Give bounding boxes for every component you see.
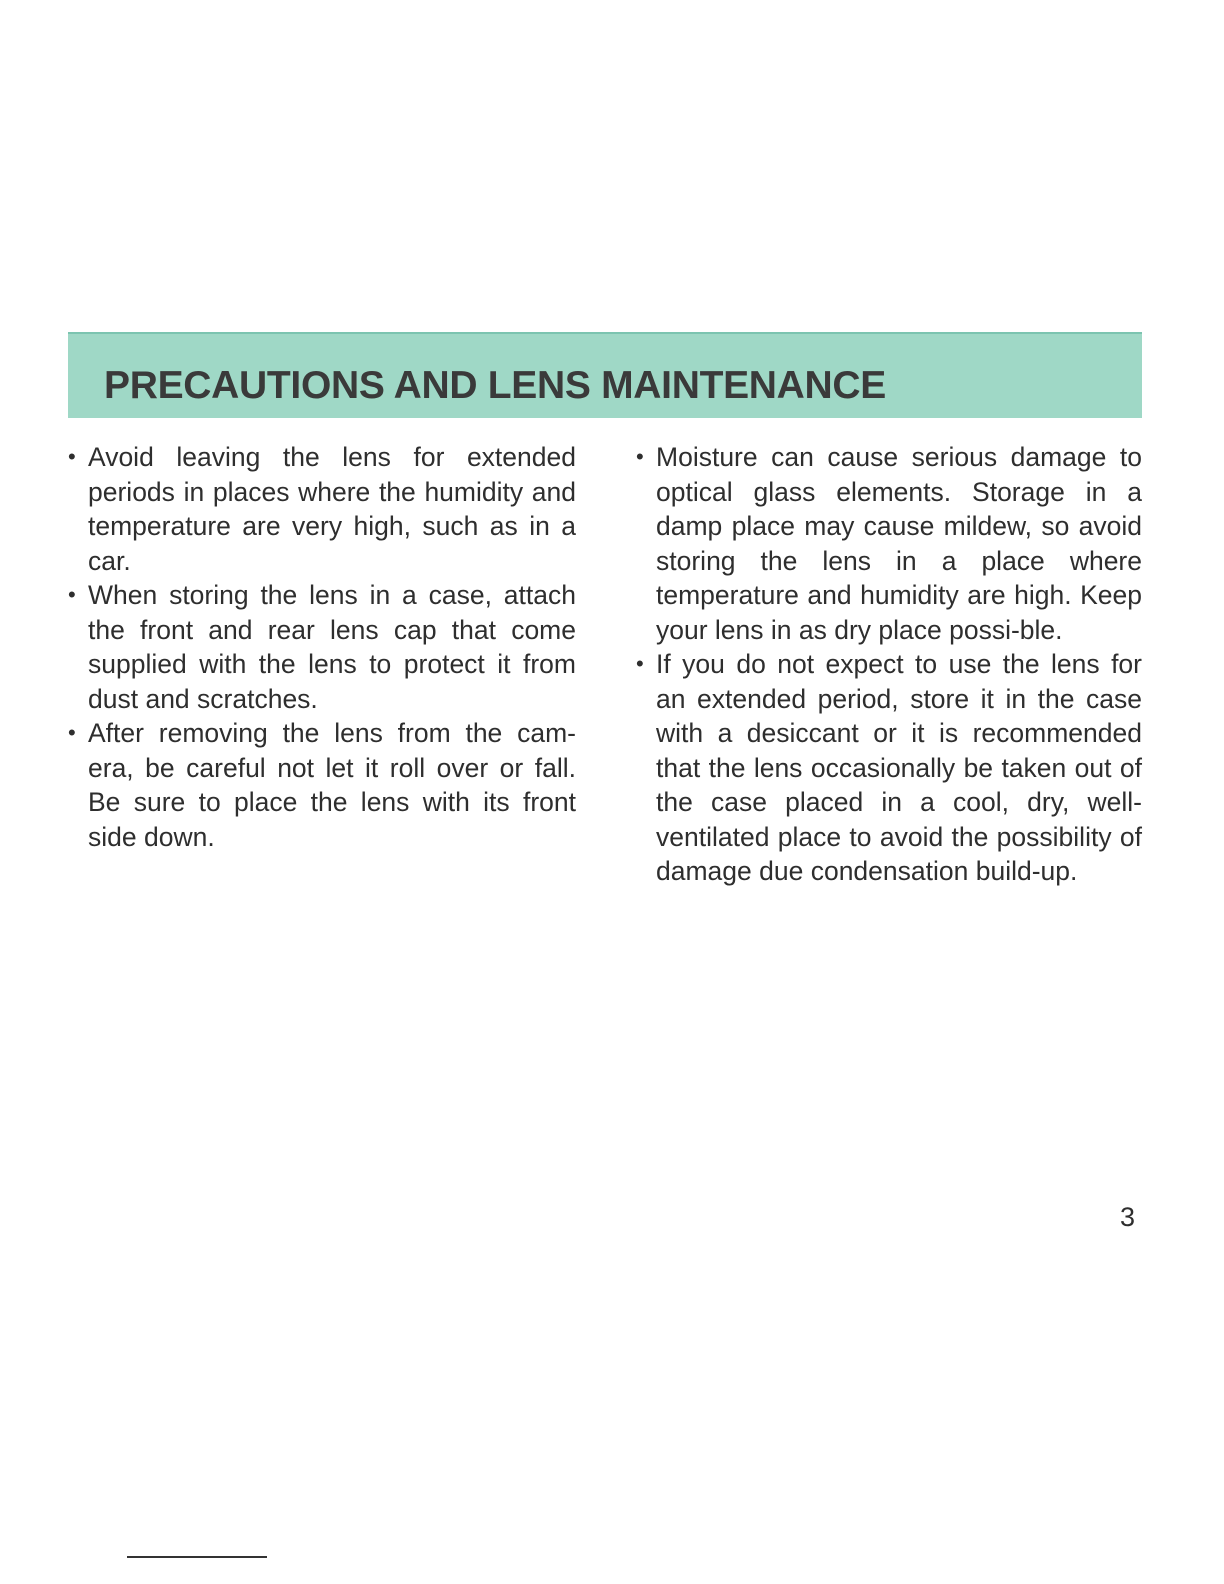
bullet-icon: •	[636, 651, 644, 676]
bullet-item	[630, 440, 1142, 647]
bullet-item	[630, 647, 1142, 889]
bullet-item	[62, 578, 576, 716]
page-title: PRECAUTIONS AND LENS MAINTENANCE	[104, 364, 886, 407]
right-column	[630, 440, 1142, 889]
bullet-text: If you do not expect to use the lens for an extended period, store it in the case with a desiccant or it is recommended that the lens occasionally be taken out of the case placed in a cool, dry, well-ventilated place to avoid the possibility of damage due condensation build-up.	[656, 649, 1142, 886]
bullet-icon: •	[636, 444, 644, 469]
left-column	[62, 440, 576, 854]
bullet-text: When storing the lens in a case, attach the front and rear lens cap that come supplied with the lens to protect it from dust and scratches.	[88, 580, 576, 714]
footer-divider	[127, 1556, 267, 1558]
bullet-icon: •	[68, 444, 76, 469]
bullet-item	[62, 716, 576, 854]
bullet-item	[62, 440, 576, 578]
bullet-icon: •	[68, 720, 76, 745]
page-number: 3	[1120, 1202, 1136, 1232]
header-band	[68, 332, 1142, 418]
bullet-text: Moisture can cause serious damage to optical glass elements. Storage in a damp place may cause mildew, so avoid storing the lens in a place where temperature and humidity are high. Keep your lens in as dry place possi-ble.	[656, 442, 1142, 645]
bullet-icon: •	[68, 582, 76, 607]
bullet-text: After removing the lens from the cam-era, be careful not let it roll over or fall. Be sure to place the lens with its front side down.	[88, 718, 576, 852]
bullet-text: Avoid leaving the lens for extended periods in places where the humidity and temperature are very high, such as in a car.	[88, 442, 576, 576]
